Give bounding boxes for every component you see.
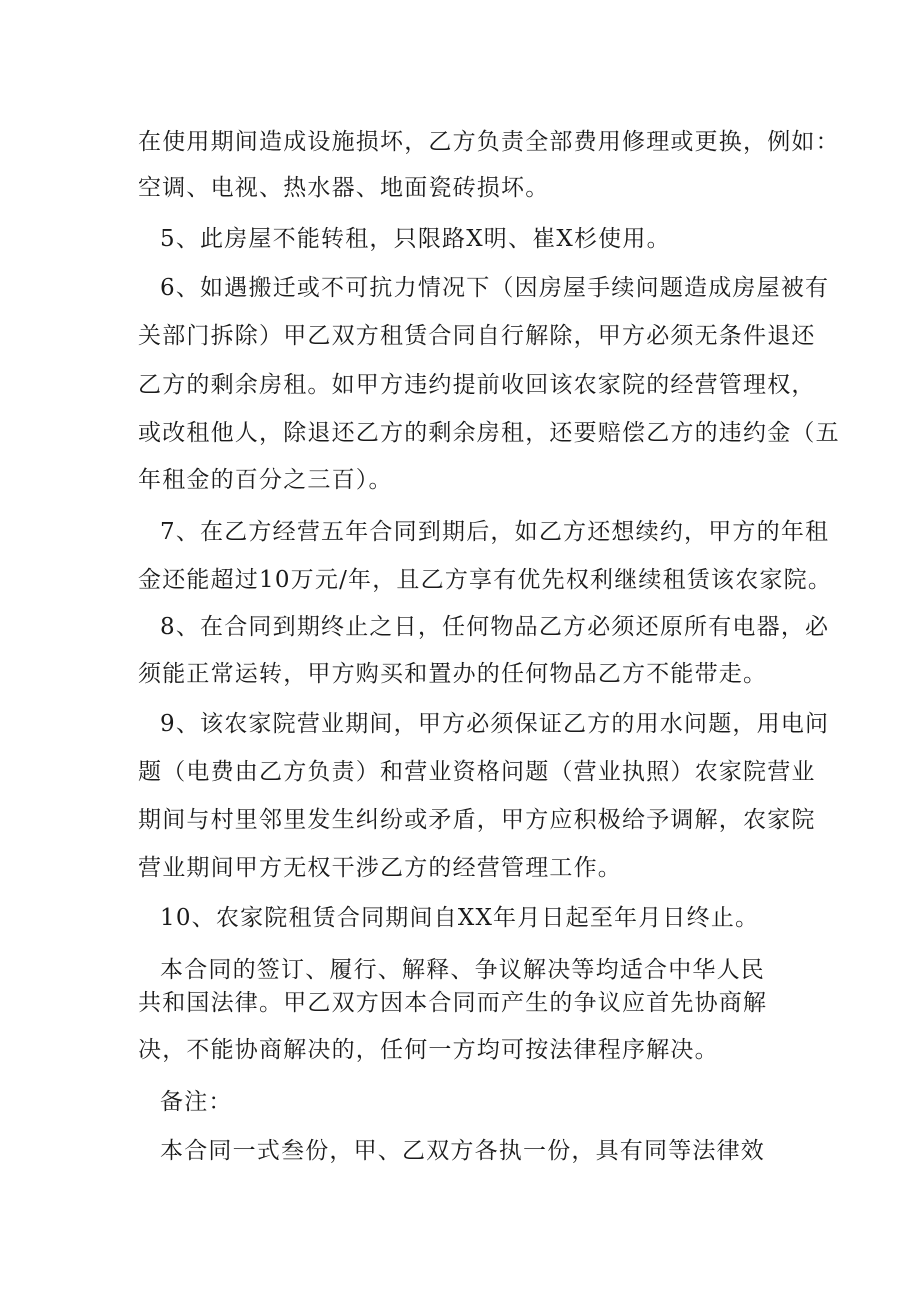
clause-9: 9、该农家院营业期间，甲方必须保证乙方的用水问题，用电问: [160, 711, 830, 737]
clause-10: 10、农家院租赁合同期间自XX年月日起至年月日终止。: [160, 905, 760, 931]
clause-7: 7、在乙方经营五年合同到期后，如乙方还想续约，甲方的年租: [160, 519, 830, 545]
governing-law-paragraph: 本合同的签订、履行、解释、争议解决等均适合中华人民: [160, 957, 765, 983]
text-line: 在使用期间造成设施损坏，乙方负责全部费用修理或更换，例如：: [138, 129, 840, 155]
text-line: 须能正常运转，甲方购买和置办的任何物品乙方不能带走。: [138, 661, 768, 687]
text-line: 或改租他人，除退还乙方的剩余房租，还要赔偿乙方的违约金（五: [138, 420, 840, 446]
text-line: 营业期间甲方无权干涉乙方的经营管理工作。: [138, 855, 622, 881]
text-line: 共和国法律。甲乙双方因本合同而产生的争议应首先协商解: [138, 990, 768, 1016]
text-line: 关部门拆除）甲乙双方租赁合同自行解除，甲方必须无条件退还: [138, 323, 816, 349]
text-line: 年租金的百分之三百）。: [138, 467, 393, 493]
remarks-heading: 备注：: [160, 1089, 233, 1115]
text-line: 空调、电视、热水器、地面瓷砖损坏。: [138, 175, 550, 201]
text-line: 乙方的剩余房租。如甲方违约提前收回该农家院的经营管理权，: [138, 372, 816, 398]
clause-5: 5、此房屋不能转租，只限路X明、崔X杉使用。: [160, 226, 671, 252]
clause-6: 6、如遇搬迁或不可抗力情况下（因房屋手续问题造成房屋被有: [160, 275, 830, 301]
text-line: 题（电费由乙方负责）和营业资格问题（营业执照）农家院营业: [138, 759, 816, 785]
text-line: 金还能超过10万元/年，且乙方享有优先权利继续租赁该农家院。: [138, 567, 833, 593]
remarks-text: 本合同一式叁份，甲、乙双方各执一份，具有同等法律效: [160, 1138, 765, 1164]
text-line: 决，不能协商解决的，任何一方均可按法律程序解决。: [138, 1037, 719, 1063]
clause-8: 8、在合同到期终止之日，任何物品乙方必须还原所有电器，必: [160, 614, 830, 640]
text-line: 期间与村里邻里发生纠纷或矛盾，甲方应积极给予调解，农家院: [138, 807, 816, 833]
